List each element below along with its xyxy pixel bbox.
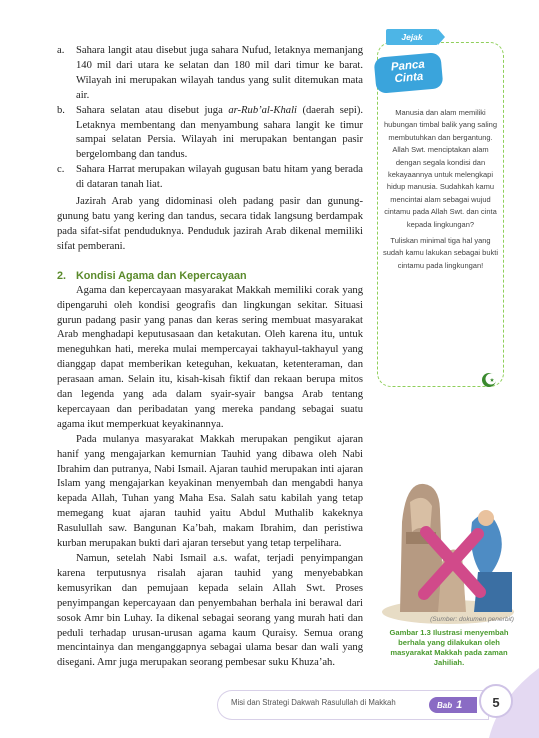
panca-cinta-badge (374, 52, 444, 94)
bab-label: Bab (437, 701, 453, 710)
crescent-star-icon (481, 372, 497, 388)
section-title: Kondisi Agama dan Kepercayaan (76, 269, 247, 282)
list-text-part: (daerah sepi). Letaknya membentang dan menyambung sahara langit ke timur sampai selatan Persia. Wilayah ini merupakan bentangan pasir bergelombang dan tandus. (76, 104, 363, 161)
bab-number: 1 (456, 699, 463, 711)
bab-tag (429, 697, 477, 713)
list-text-italic: ar-Rub’al-Khali (228, 104, 297, 116)
list-text (76, 104, 363, 164)
paragraph: Namun, setelah Nabi Ismail a.s. wafat, terjadi penyimpangan karena terputusnya risalah ajaran tauhid yang menyebabkan kemusyrikan dan pemujaan kepada selain Allah Swt. Proses penyimpangan kepercayaan dan penyembahan berhala ini berawal dari sosok Amr bin Luhay. Ia dikenal sebagai seorang yang murah hati dan peduli terhadap urusan-urusan agama kaum Quraisy. Semua orang mencintainya dan menganggapnya sebagai ulama besar dan wali yang disegani. Amr juga merupakan seorang pembesar suku Khuza’ah. (57, 553, 363, 669)
list-item (57, 44, 363, 104)
sidebar-paragraph: Tuliskan minimal tiga hal yang sudah kamu lakukan sebagai bukti cintamu pada lingkungan! (382, 236, 499, 270)
main-text-column (57, 44, 363, 671)
section-heading (57, 269, 363, 284)
paragraph: Pada mulanya masyarakat Makkah merupakan pengikut ajaran hanif yang mengajarkan kemurnian Tauhid yang dibawa oleh Nabi Ibrahim dan putranya, Nabi Ismail. Ajaran tauhid merupakan inti ajaran Islam yang mengajarkan keyakinan menyembah dan mengabdi hanya kepada Allah, Tuhan yang Maha Esa. Salah satu kabilah yang tetap memegang kuat ajaran tauhid yaitu Abdul Muthalib kakeknya Rasulullah saw. Bangunan Ka’bah, makam Ibrahim, dan peristiwa kurban merupakan bukti dari ajaran tersebut yang tetap terpelihara. (57, 433, 363, 550)
list-text-part: Sahara selatan atau disebut juga (76, 104, 229, 116)
figure-source: (Sumber: dokumen penerbit) (430, 616, 514, 623)
page-number: 5 (479, 684, 513, 718)
list-marker: a. (57, 45, 65, 56)
sidebar-paragraph: Manusia dan alam memiliki hubungan timbal balik yang saling membutuhkan dan bergantung. Allah Swt. menciptakan alam dengan segala kondisi dan kekayaannya untuk melengkapi hidup manusia. Sudahkah kamu mencintai alam sebagai wujud cintamu pada Allah Swt. dan cinta kepada lingkungan? (384, 108, 497, 229)
section-number: 2. (57, 269, 67, 282)
paragraph: Agama dan kepercayaan masyarakat Makkah memiliki corak yang dipengaruhi oleh kondisi geografis dan lingkungan sekitar. Situasi gurun padang pasir yang panas dan keras sering membuat masyarakat Arab menghadapi keputusasaan dan ketakutan. Oleh karena itu, untuk meneguhkan hati, mereka mulai mempercayai takhayul-takhayul yang dianggap dapat memberikan keteguhan, kekuatan, ketenteraman, dan perasaan aman. Selain itu, kisah-kisah fiktif dan rekaan berupa mitos dan legenda yang ada dalam syair-syair bangsa Arab tentang kepercayaan dan peribadatan yang mereka pandang sebagai suatu agama ikut memperkuat keyakinannya. (57, 284, 363, 430)
figure-caption: Gambar 1.3 Ilustrasi menyembah berhala yang dilakukan oleh masyarakat Makkah pada zaman Jahiliah. (389, 628, 509, 667)
badge-line: Cinta (394, 70, 424, 86)
sidebar-box (377, 42, 504, 387)
paragraph-jazirah: Jazirah Arab yang didominasi oleh padang pasir dan gunung-gunung batu yang kering dan tandus, secara tidak langsung berdampak pada sifat-sifat penduduknya. Penduduk jazirah Arab dikenal memiliki sifat pemberani. (57, 196, 363, 252)
list-text: Sahara Harrat merupakan wilayah gugusan batu hitam yang berada di dataran tanah liat. (76, 164, 363, 191)
list-text: Sahara langit atau disebut juga sahara Nufud, letaknya memanjang 140 mil dari utara ke selatan dan 180 mil dari timur ke barat. Wilayah ini merupakan wilayah tandus yang sulit ditemukan mata air. (76, 45, 363, 101)
list-item (57, 163, 363, 193)
footer-chapter-title: Misi dan Strategi Dakwah Rasulullah di Makkah (231, 698, 396, 707)
badge-line: Panca (390, 58, 426, 74)
jejak-tag: Jejak (386, 29, 438, 45)
list-item (57, 104, 363, 164)
sidebar-text (382, 107, 499, 272)
idol-worship-illustration (380, 462, 516, 624)
list-marker: b. (57, 104, 65, 116)
list-marker: c. (57, 164, 65, 176)
